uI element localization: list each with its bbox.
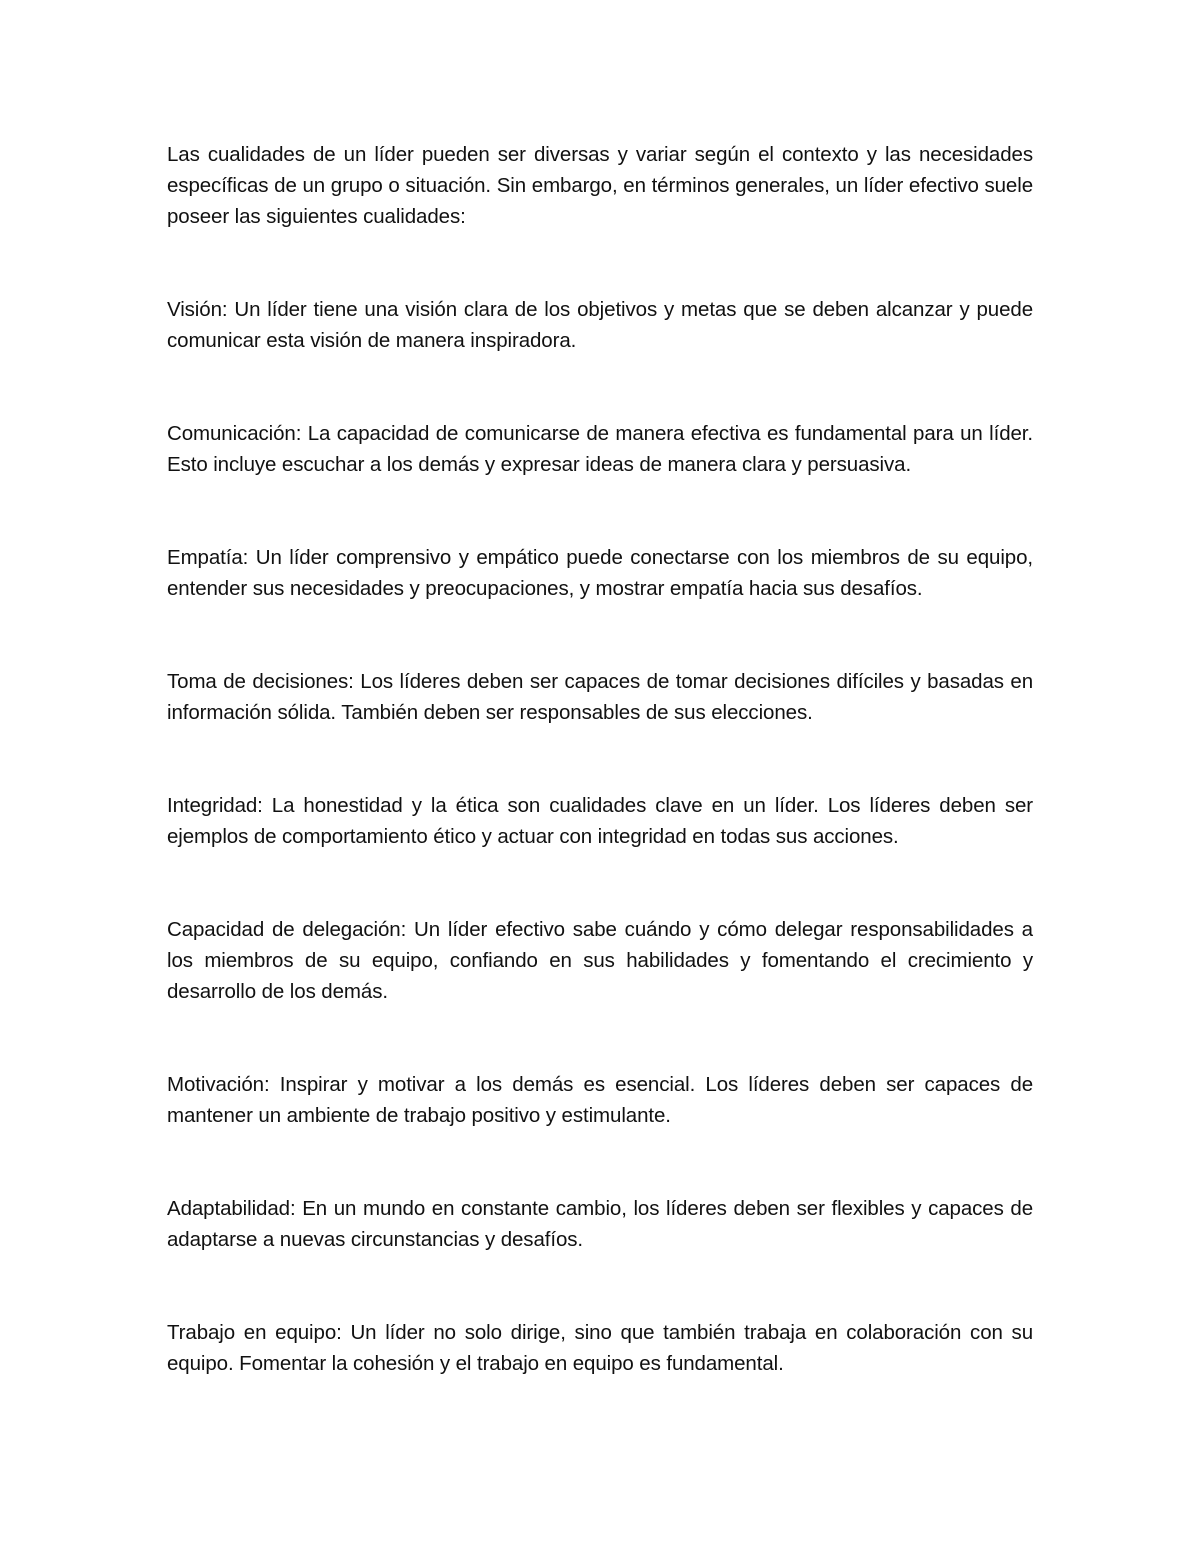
paragraph-communication: Comunicación: La capacidad de comunicarse de manera efectiva es fundamental para un líder. Esto incluye escuchar a los demás y expresar ideas de manera clara y persuasiva. bbox=[167, 422, 1033, 476]
intro-paragraph: Las cualidades de un líder pueden ser diversas y variar según el contexto y las necesidades específicas de un grupo o situación. Sin embargo, en términos generales, un líder efectivo suele poseer las siguientes cualidades: bbox=[167, 143, 1033, 228]
paragraph-motivation: Motivación: Inspirar y motivar a los demás es esencial. Los líderes deben ser capaces de mantener un ambiente de trabajo positivo y estimulante. bbox=[167, 1073, 1033, 1127]
paragraph-empathy: Empatía: Un líder comprensivo y empático puede conectarse con los miembros de su equipo, entender sus necesidades y preocupaciones, y mostrar empatía hacia sus desafíos. bbox=[167, 546, 1033, 600]
paragraph-delegation: Capacidad de delegación: Un líder efectivo sabe cuándo y cómo delegar responsabilidades a los miembros de su equipo, confiando en sus habilidades y fomentando el crecimiento y desarrollo de los demás. bbox=[167, 918, 1033, 1003]
paragraph-teamwork: Trabajo en equipo: Un líder no solo dirige, sino que también trabaja en colaboración con su equipo. Fomentar la cohesión y el trabajo en equipo es fundamental. bbox=[167, 1321, 1033, 1375]
paragraph-vision: Visión: Un líder tiene una visión clara de los objetivos y metas que se deben alcanzar y puede comunicar esta visión de manera inspiradora. bbox=[167, 298, 1033, 352]
paragraph-integrity: Integridad: La honestidad y la ética son cualidades clave en un líder. Los líderes deben ser ejemplos de comportamiento ético y actuar con integridad en todas sus acciones. bbox=[167, 794, 1033, 848]
paragraph-adaptability: Adaptabilidad: En un mundo en constante cambio, los líderes deben ser flexibles y capaces de adaptarse a nuevas circunstancias y desafíos. bbox=[167, 1197, 1033, 1251]
paragraph-decision-making: Toma de decisiones: Los líderes deben ser capaces de tomar decisiones difíciles y basadas en información sólida. También deben ser responsables de sus elecciones. bbox=[167, 670, 1033, 724]
document-body bbox=[167, 139, 1033, 1379]
